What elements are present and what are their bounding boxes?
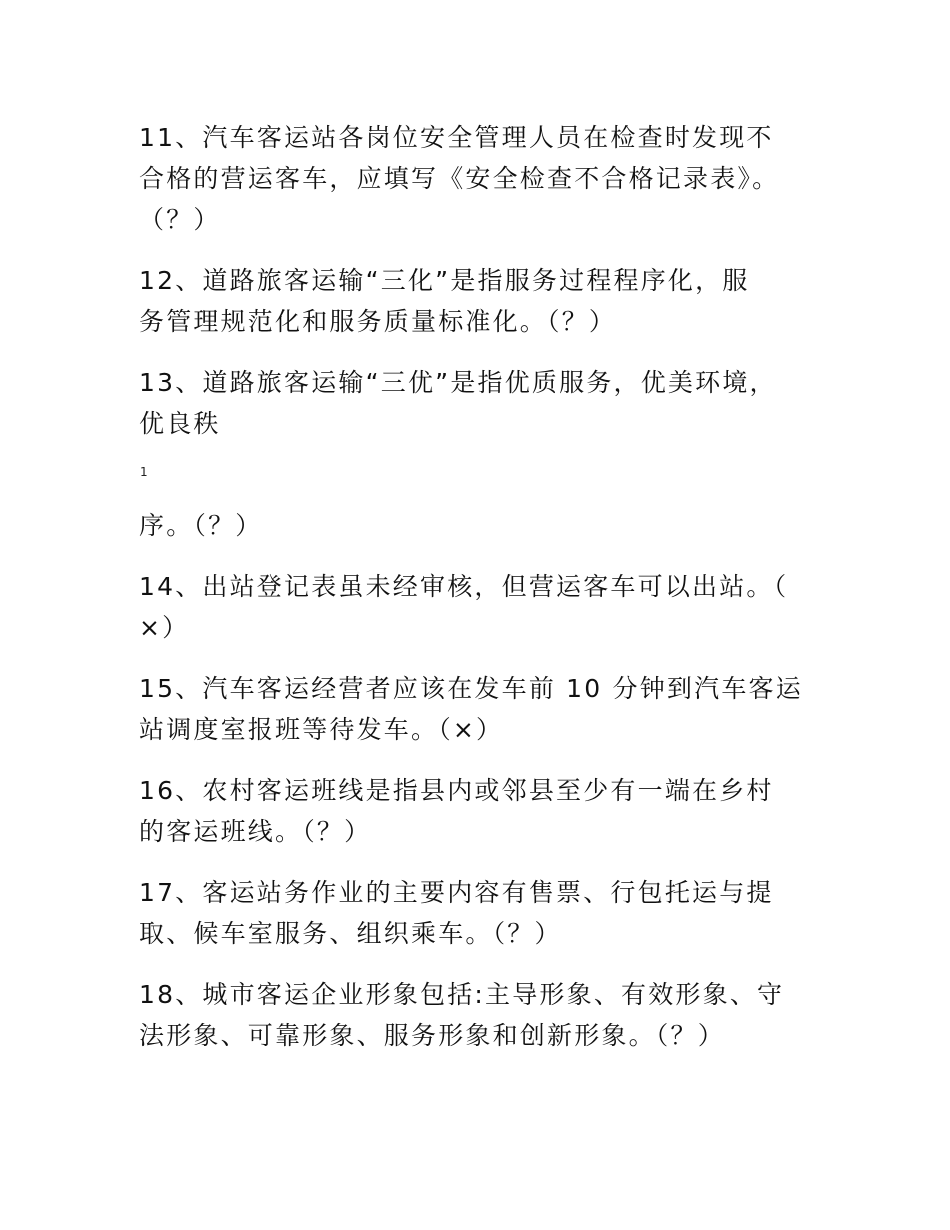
q11-line-1: 11、汽车客运站各岗位安全管理人员在检查时发现不 <box>139 123 774 152</box>
q15-line-2: 站调度室报班等待发车。（×） <box>139 715 504 744</box>
q17-line-2: 取、候车室服务、组织乘车。（？） <box>139 919 562 948</box>
q18-line-2: 法形象、可靠形象、服务形象和创新形象。（？） <box>139 1021 725 1050</box>
q11-line-3: （？） <box>139 205 221 234</box>
q16-line-2: 的客运班线。（？） <box>139 817 372 846</box>
q12-line-2: 务管理规范化和服务质量标准化。（？） <box>139 307 617 336</box>
q14-line-2: ×） <box>139 613 190 642</box>
q16-line-1: 16、农村客运班线是指县内或邻县至少有一端在乡村 <box>139 776 774 805</box>
q15-line-1: 15、汽车客运经营者应该在发车前 10 分钟到汽车客运 <box>139 674 803 703</box>
q13-line-2: 优良秩 <box>139 409 221 438</box>
q14-line-1: 14、出站登记表虽未经审核，但营运客车可以出站。（ <box>139 572 789 601</box>
q18-line-1: 18、城市客运企业形象包括:主导形象、有效形象、守 <box>139 980 785 1009</box>
q12-line-1: 12、道路旅客运输“三化”是指服务过程程序化，服 <box>139 266 750 295</box>
q13-line-3: 序。（？） <box>139 511 263 540</box>
q11-line-2: 合格的营运客车，应填写《安全检查不合格记录表》。 <box>139 164 780 193</box>
q17-line-1: 17、客运站务作业的主要内容有售票、行包托运与提 <box>139 878 774 907</box>
q13-line-1: 13、道路旅客运输“三优”是指优质服务，优美环境， <box>139 368 777 397</box>
page-number: 1 <box>140 465 148 479</box>
